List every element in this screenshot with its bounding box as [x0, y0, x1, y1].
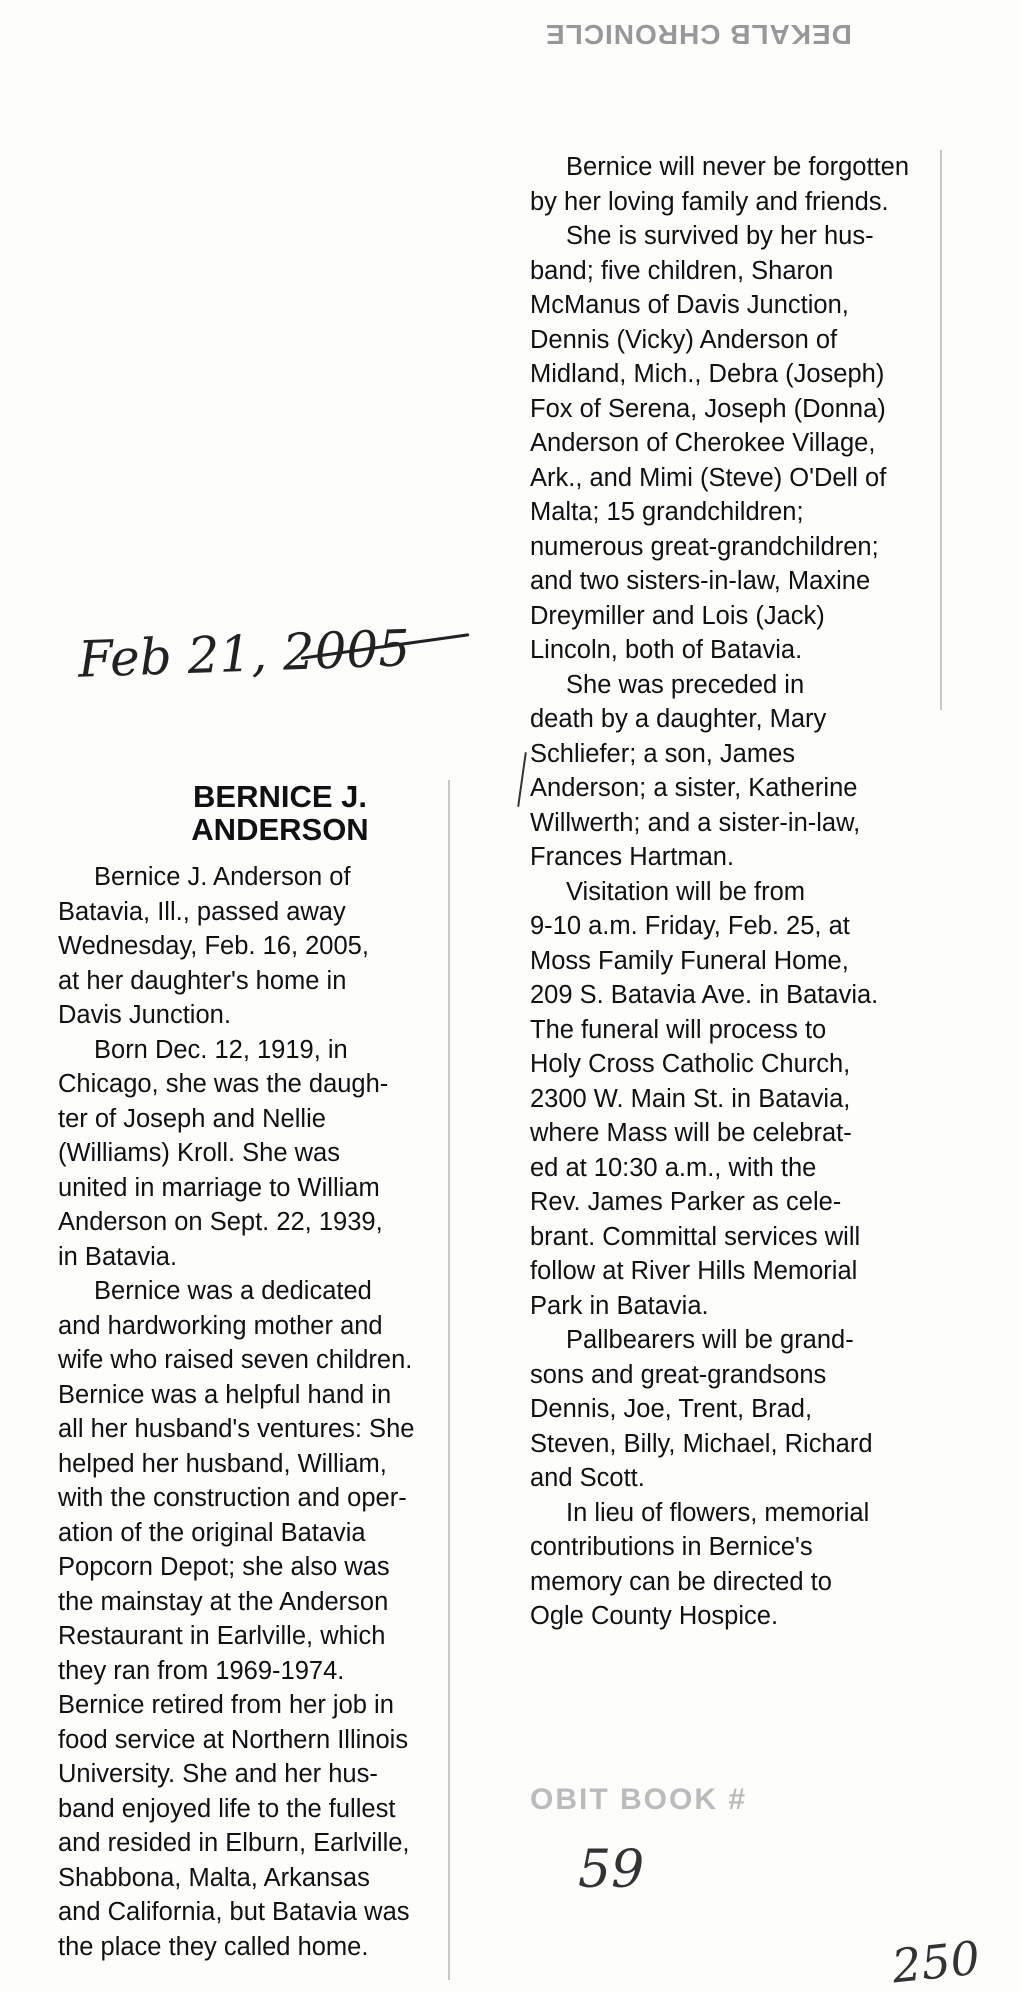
- text-line: Davis Junction.: [58, 1001, 231, 1029]
- text-line: ter of Joseph and Nellie: [58, 1104, 326, 1133]
- left-column-body: [58, 860, 458, 1964]
- text-line: (Williams) Kroll. She was: [58, 1139, 340, 1167]
- text-line: Popcorn Depot; she also was: [58, 1553, 390, 1581]
- text-line: Frances Hartman.: [530, 843, 735, 871]
- paragraph: [58, 860, 458, 1033]
- text-line: food service at Northern Illinois: [58, 1725, 409, 1754]
- text-line: Ark., and Mimi (Steve) O'Dell of: [530, 463, 887, 492]
- text-line: University. She and her hus-: [58, 1760, 378, 1788]
- text-line: Holy Cross Catholic Church,: [530, 1050, 851, 1078]
- text-line: Visitation will be from: [566, 877, 806, 906]
- text-line: Park in Batavia.: [530, 1291, 709, 1320]
- text-line: with the construction and oper-: [58, 1484, 407, 1512]
- text-line: Batavia, Ill., passed away: [58, 897, 346, 926]
- obituary-headline: [140, 780, 420, 846]
- text-line: Restaurant in Earlville, which: [58, 1622, 386, 1650]
- text-line: numerous great-grandchildren;: [530, 532, 879, 561]
- text-line: Malta; 15 grandchildren;: [530, 498, 804, 526]
- text-line: Schliefer; a son, James: [530, 739, 796, 768]
- pen-mark: [517, 752, 527, 807]
- text-line: Born Dec. 12, 1919, in: [94, 1035, 348, 1064]
- text-line: Lincoln, both of Batavia.: [530, 636, 803, 664]
- text-line: Fox of Serena, Joseph (Donna): [530, 394, 886, 423]
- text-line: the mainstay at the Anderson: [58, 1587, 389, 1616]
- text-line: in Batavia.: [58, 1242, 178, 1271]
- text-line: sons and great-grandsons: [530, 1360, 827, 1389]
- text-line: 2300 W. Main St. in Batavia,: [530, 1084, 851, 1113]
- text-line: Anderson; a sister, Katherine: [530, 774, 858, 802]
- right-column-body: [530, 150, 940, 1634]
- text-line: ation of the original Batavia: [58, 1518, 366, 1547]
- paragraph: [530, 219, 940, 668]
- text-line: Ogle County Hospice.: [530, 1602, 779, 1630]
- text-line: where Mass will be celebrat-: [530, 1119, 852, 1147]
- text-line: Moss Family Funeral Home,: [530, 946, 849, 975]
- text-line: Midland, Mich., Debra (Joseph): [530, 360, 885, 388]
- text-line: contributions in Bernice's: [530, 1533, 813, 1561]
- text-line: helped her husband, William,: [58, 1449, 387, 1478]
- text-line: united in marriage to William: [58, 1173, 380, 1202]
- text-line: memory can be directed to: [530, 1567, 832, 1596]
- text-line: ed at 10:30 a.m., with the: [530, 1153, 817, 1182]
- text-line: band; five children, Sharon: [530, 256, 834, 285]
- text-line: and California, but Batavia was: [58, 1898, 410, 1926]
- paragraph: [530, 1496, 940, 1634]
- text-line: Willwerth; and a sister-in-law,: [530, 808, 861, 837]
- text-line: and resided in Elburn, Earlville,: [58, 1829, 410, 1857]
- text-line: McManus of Davis Junction,: [530, 291, 849, 319]
- handwritten-date: Feb 21, 2005: [77, 619, 412, 689]
- text-line: She was preceded in: [566, 670, 805, 699]
- text-line: follow at River Hills Memorial: [530, 1257, 858, 1285]
- text-line: they ran from 1969-1974.: [58, 1656, 345, 1685]
- text-line: Pallbearers will be grand-: [566, 1326, 854, 1354]
- text-line: Rev. James Parker as cele-: [530, 1188, 842, 1216]
- text-line: and hardworking mother and: [58, 1311, 383, 1340]
- text-line: Dennis, Joe, Trent, Brad,: [530, 1395, 813, 1423]
- text-line: Steven, Billy, Michael, Richard: [530, 1429, 873, 1458]
- text-line: Bernice was a dedicated: [94, 1277, 372, 1305]
- text-line: at her daughter's home in: [58, 966, 347, 995]
- paragraph: [58, 1033, 458, 1275]
- text-line: She is survived by her hus-: [566, 222, 874, 250]
- text-line: and Scott.: [530, 1464, 645, 1492]
- text-line: the place they called home.: [58, 1932, 369, 1961]
- obit-book-stamp: OBIT BOOK #: [530, 1783, 748, 1816]
- text-line: Bernice J. Anderson of: [94, 863, 351, 891]
- paragraph: [530, 668, 940, 875]
- text-line: Anderson of Cherokee Village,: [530, 429, 876, 457]
- paragraph: [58, 1274, 458, 1964]
- paragraph: [530, 1323, 940, 1496]
- text-line: 9-10 a.m. Friday, Feb. 25, at: [530, 912, 850, 940]
- text-line: wife who raised seven children.: [58, 1346, 413, 1374]
- text-line: brant. Committal services will: [530, 1222, 861, 1251]
- handwritten-corner-number: 250: [889, 1930, 983, 1993]
- text-line: Wednesday, Feb. 16, 2005,: [58, 932, 369, 960]
- text-line: Bernice retired from her job in: [58, 1691, 394, 1719]
- text-line: all her husband's ventures: She: [58, 1415, 415, 1443]
- headline-line-2: ANDERSON: [191, 812, 369, 847]
- text-line: and two sisters-in-law, Maxine: [530, 567, 871, 595]
- text-line: The funeral will process to: [530, 1015, 827, 1044]
- text-line: 209 S. Batavia Ave. in Batavia.: [530, 981, 879, 1009]
- text-line: Dreymiller and Lois (Jack): [530, 601, 825, 630]
- text-line: Chicago, she was the daugh-: [58, 1070, 389, 1098]
- text-line: Bernice was a helpful hand in: [58, 1380, 392, 1409]
- handwritten-book-number: 59: [578, 1840, 645, 1900]
- text-line: Bernice will never be forgotten: [566, 153, 910, 181]
- text-line: In lieu of flowers, memorial: [566, 1498, 870, 1527]
- text-line: band enjoyed life to the fullest: [58, 1794, 396, 1823]
- text-line: death by a daughter, Mary: [530, 705, 827, 733]
- paragraph: [530, 150, 940, 219]
- text-line: by her loving family and friends.: [530, 187, 889, 216]
- headline-line-1: BERNICE J.: [193, 779, 367, 814]
- paragraph: [530, 875, 940, 1324]
- text-line: Dennis (Vicky) Anderson of: [530, 325, 838, 354]
- column-rule-right: [940, 150, 942, 710]
- text-line: Shabbona, Malta, Arkansas: [58, 1863, 370, 1892]
- text-line: Anderson on Sept. 22, 1939,: [58, 1208, 383, 1236]
- newspaper-name-stamp: DEKALB CHRONICLE: [545, 19, 852, 50]
